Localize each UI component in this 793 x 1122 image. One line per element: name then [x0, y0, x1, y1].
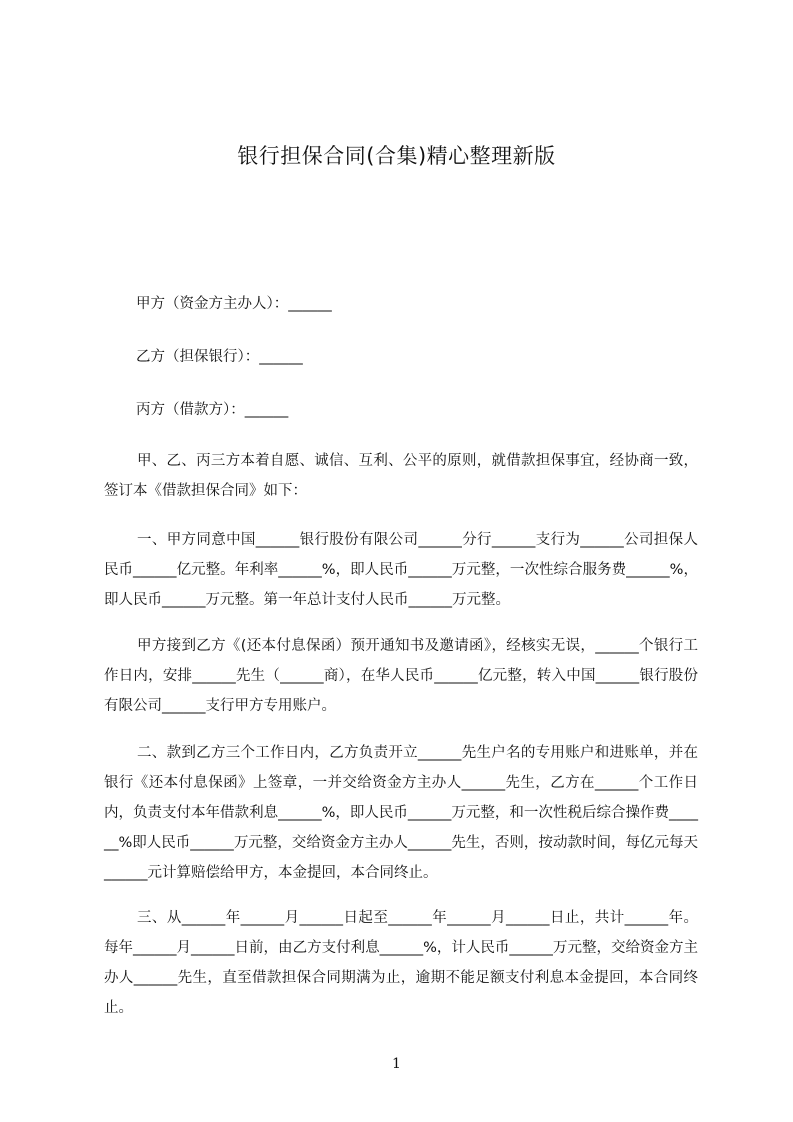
clause-1-paragraph: 一、甲方同意中国______银行股份有限公司______分行______支行为______公司担保人民币______亿元整。年利率______%，即人民币______万元整，一次性综合服务费______%，即人民币______万元整。第一年总计支付人民币______万元整。 — [104, 532, 698, 608]
clause-3-paragraph: 三、从______年______月______日起至______年______月______日止，共计______年。每年______月______日前，由乙方支付利息______%，计人民币______万元整，交给资金方主办人______先生，直至借款担保合同期满为止，逾期不能足额支付利息本金提回，本合同终止。 — [104, 910, 698, 1016]
party-b-line: 乙方（担保银行）：______ — [136, 349, 303, 365]
clause-1-followup-paragraph: 甲方接到乙方《(还本付息保函）预开通知书及邀请函》，经核实无误，______个银行工作日内，安排______先生（______商），在华人民币______亿元整，转入中国______银行股份有限公司______支行甲方专用账户。 — [104, 638, 698, 714]
document-title: 银行担保合同(合集)精心整理新版 — [237, 144, 556, 168]
party-a-line: 甲方（资金方主办人）：______ — [136, 296, 332, 312]
preamble-paragraph: 甲、乙、丙三方本着自愿、诚信、互利、公平的原则，就借款担保事宜，经协商一致，签订本《借款担保合同》如下： — [104, 453, 698, 499]
page-number: 1 — [392, 1056, 401, 1072]
clause-2-paragraph: 二、款到乙方三个工作日内，乙方负责开立______先生户名的专用账户和进账单，并在银行《还本付息保函》上签章，一并交给资金方主办人______先生，乙方在______个工作日内，负责支付本年借款利息______%，即人民币______万元整，和一次性税后综合操作费______%即人民币______万元整，交给资金方主办人______先生，否则，按动款时间，每亿元每天______元计算赔偿给甲方，本金提回，本合同终止。 — [104, 745, 698, 881]
party-c-line: 丙方（借款方）：______ — [136, 402, 289, 418]
